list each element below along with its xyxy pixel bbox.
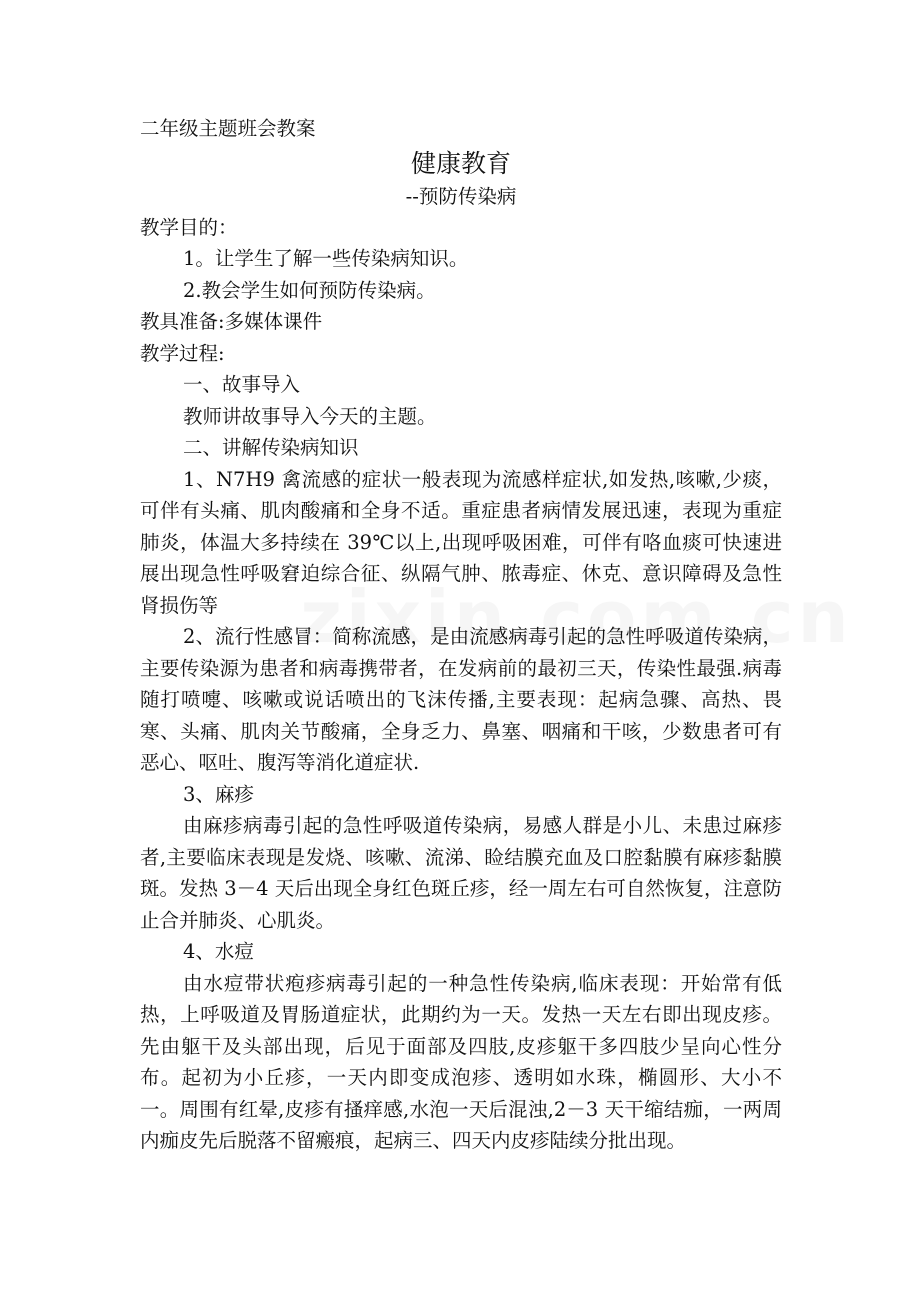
disease-item-2: 2、流行性感冒：简称流感，是由流感病毒引起的急性呼吸道传染病，主要传染源为患者和病毒携带者，在发病前的最初三天，传染性最强.病毒随打喷嚏、咳嗽或说话喷出的飞沫传播,主要表现：起病急骤、高热、畏寒、头痛、肌肉关节酸痛，全身乏力、鼻塞、咽痛和干咳，少数患者可有恶心、呕吐、腹泻等消化道症状. [140, 625, 782, 774]
process-heading: 教学过程: [140, 341, 225, 365]
document-subtitle: --预防传染病 [405, 184, 517, 208]
tools-line: 教具准备:多媒体课件 [140, 310, 323, 333]
disease-item-3-heading: 3、麻疹 [183, 782, 254, 806]
document-title: 健康教育 [410, 148, 511, 178]
section-1-heading: 一、故事导入 [183, 373, 301, 396]
goal-item-1: 1。让学生了解一些传染病知识。 [183, 247, 469, 270]
section-2-heading: 二、讲解传染病知识 [183, 436, 359, 459]
disease-item-4-heading: 4、水痘 [183, 940, 254, 963]
disease-item-1: 1、N7H9 禽流感的症状一般表现为流感样症状,如发热,咳嗽,少痰，可伴有头痛、肌肉酸痛和全身不适。重症患者病情发展迅速，表现为重症肺炎，体温大多持续在 39℃以上,出现呼吸困难，可伴有咯血痰可快速进展出现急性呼吸窘迫综合征、纵隔气肿、脓毒症、休克、意识障碍及急性肾损伤等 [140, 467, 782, 617]
section-1-text: 教师讲故事导入今天的主题。 [183, 404, 437, 428]
header-label: 二年级主题班会教案 [140, 117, 316, 140]
goal-item-2: 2.教会学生如何预防传染病。 [183, 278, 436, 302]
goals-heading: 教学目的： [140, 215, 238, 239]
document-body [140, 113, 782, 1157]
disease-item-3-text: 由麻疹病毒引起的急性呼吸道传染病，易感人群是小儿、未患过麻疹者,主要临床表现是发烧、咳嗽、流涕、睑结膜充血及口腔黏膜有麻疹黏膜斑。发热 3－4 天后出现全身红色斑丘疹，经一周左右可自然恢复，注意防止合并肺炎、心肌炎。 [140, 814, 782, 932]
disease-item-4-text: 由水痘带状疱疹病毒引起的一种急性传染病,临床表现：开始常有低热，上呼吸道及胃肠道症状，此期约为一天。发热一天左右即出现皮疹。先由躯干及头部出现，后见于面部及四肢,皮疹躯干多四肢少呈向心性分布。起初为小丘疹，一天内即变成泡疹、透明如水珠，椭圆形、大小不一。周围有红晕,皮疹有搔痒感,水泡一天后混浊,2－3 天干缩结痂，一两周内痂皮先后脱落不留瘢痕，起病三、四天内皮疹陆续分批出现。 [140, 971, 782, 1152]
